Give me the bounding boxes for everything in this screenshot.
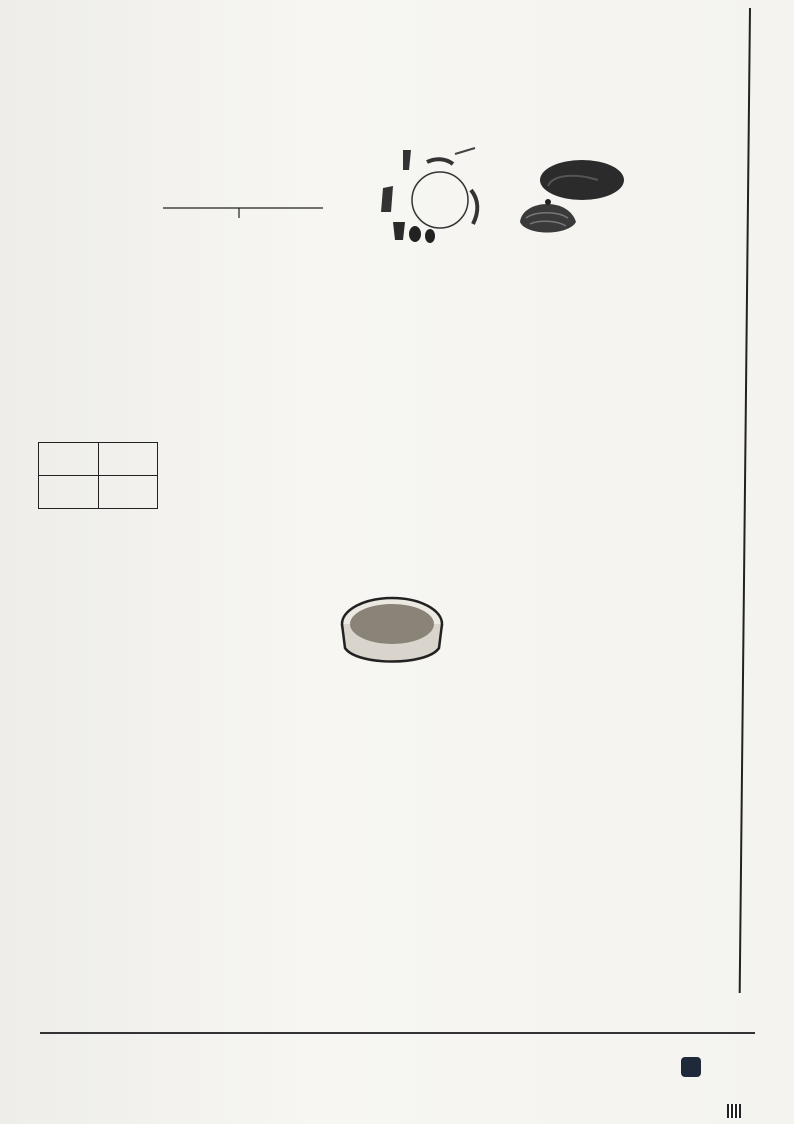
knife-icon [455,148,475,154]
knife-coin-icon [427,159,453,164]
score-label [39,443,99,476]
q18-script-chart-figure [155,160,335,240]
spade-money-icon [381,186,393,212]
score-table [38,442,158,509]
rice-grains-image [337,592,447,672]
q18-coins-figure [375,140,495,250]
qr-code-icon [727,1104,741,1118]
score-cell [39,476,99,509]
page-right-border [739,8,751,993]
blade-money-icon [471,190,477,224]
ant-nose-coin-icon [409,226,421,242]
grader-cell [98,476,158,509]
grader-label [98,443,158,476]
coin-ring-icon [412,172,468,228]
camscanner-logo-icon [681,1057,701,1077]
q18-weights-figure [512,150,632,250]
footer-divider [40,1032,755,1034]
bronze-money-icon [393,222,405,240]
spade-coin-icon [403,150,411,170]
